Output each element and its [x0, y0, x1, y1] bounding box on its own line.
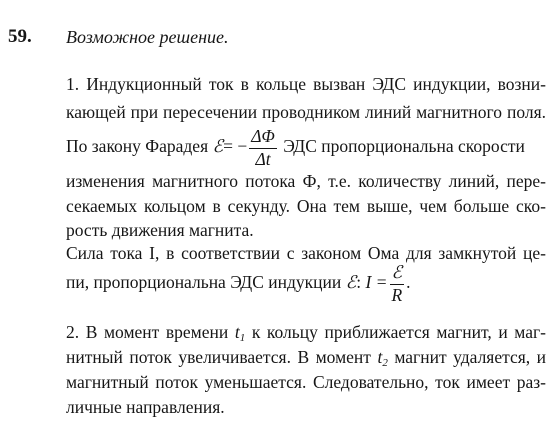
- text-line: Сила тока I, в соответствии с законом Ома для замкнутой це-: [66, 243, 546, 263]
- time-symbol: $t_1$: [234, 322, 246, 344]
- time-subscript: 1: [239, 332, 246, 344]
- faraday-fraction: [249, 128, 277, 168]
- emf-symbol: ℰ: [345, 272, 357, 293]
- text-line: секаемых кольцом в секунду. Она тем выше, чем больше ско-: [66, 196, 546, 216]
- text-line: магнитный поток уменьшается. Следовательно, ток имеет раз-: [66, 372, 546, 392]
- text-fragment: По закону Фарадея: [66, 136, 209, 157]
- text-line: личные направления.: [66, 397, 225, 417]
- ohm-line: [66, 264, 410, 304]
- text-line: рость движения магнита.: [66, 220, 254, 240]
- text-line: кающей при пересечении проводником линий магнитного поля.: [66, 102, 546, 122]
- colon: :: [356, 272, 362, 293]
- text-fragment: 2. В момент времени: [66, 322, 229, 342]
- faraday-line: [66, 128, 546, 168]
- text-fragment: магнит удаляется, и: [394, 347, 547, 367]
- text-line: [66, 321, 546, 349]
- text-line: 1. Индукционный ток в кольце вызван ЭДС индукции, возни-: [66, 74, 546, 94]
- fraction-denominator: R: [391, 284, 403, 305]
- fraction-numerator: ΔΦ: [249, 128, 277, 149]
- fraction-numerator: ℰ: [390, 264, 405, 285]
- text-fragment: нитный поток увеличивается. В момент: [66, 347, 371, 367]
- emf-symbol: ℰ: [212, 136, 224, 157]
- text-line: изменения магнитного потока Ф, т.е. количеству линий, пере-: [66, 171, 546, 191]
- equals-minus: = −: [223, 136, 248, 157]
- text-fragment: пи, пропорциональна ЭДС индукции: [66, 272, 342, 293]
- ohm-lhs: I =: [365, 272, 388, 293]
- fraction-denominator: Δt: [255, 148, 271, 169]
- ohm-fraction: [390, 264, 405, 304]
- text-line: [66, 346, 546, 374]
- text-fragment: к кольцу приближается магнит, и маг-: [251, 322, 547, 342]
- solution-heading: Возможное решение.: [66, 27, 229, 47]
- text-fragment: ЭДС пропорциональна скорости: [283, 136, 525, 157]
- time-symbol: $t_2$: [377, 347, 388, 369]
- period: .: [406, 272, 411, 293]
- time-subscript: 2: [382, 357, 388, 369]
- problem-number: 59.: [8, 26, 32, 47]
